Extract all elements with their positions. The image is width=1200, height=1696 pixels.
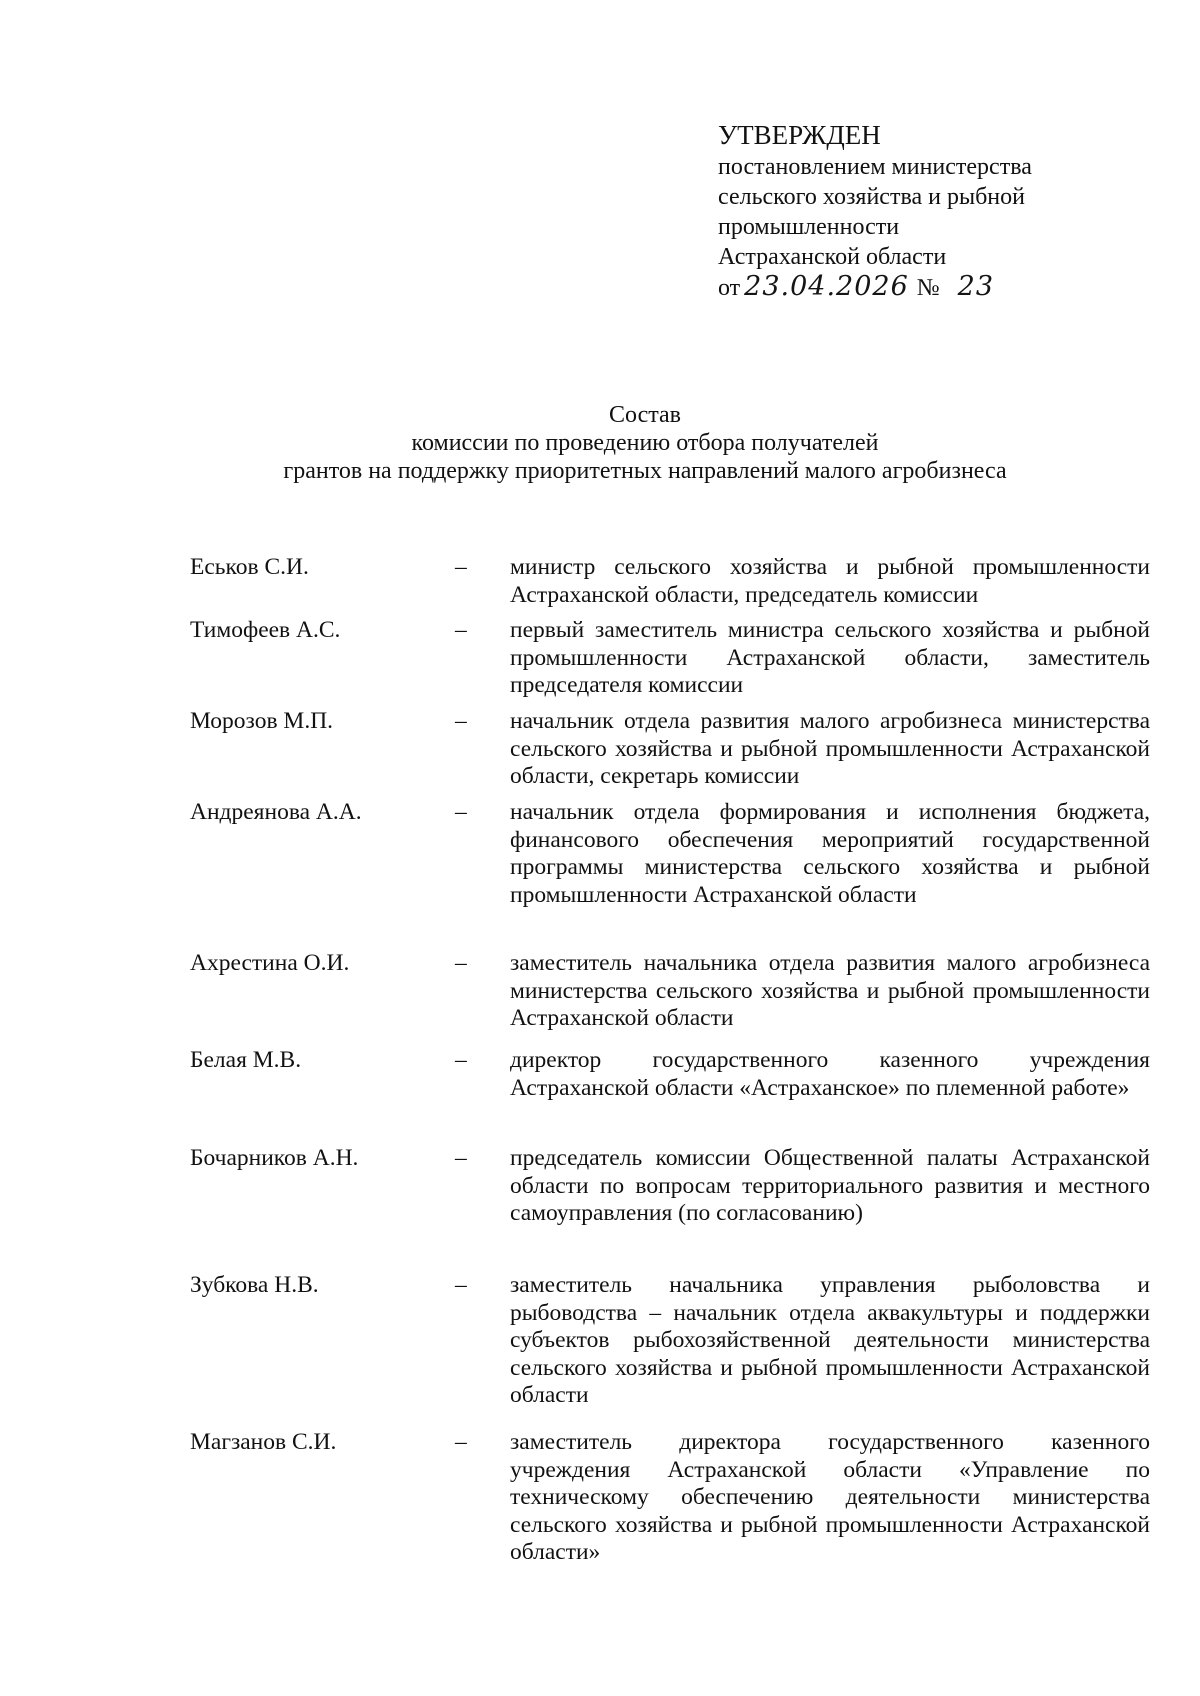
commission-members-list	[190, 554, 1170, 1567]
member-row	[190, 799, 1170, 950]
title-line: Состав	[608, 402, 682, 428]
member-name: Андреянова А.А.	[190, 799, 362, 825]
member-row	[190, 1145, 1170, 1272]
approval-line: постановлением министерства	[718, 154, 1032, 180]
handwritten-date: 23.04.2026	[744, 271, 909, 302]
member-description: председатель комиссии Общественной палаты Астраханской области по вопросам территориального развития и местного самоуправления (по согласованию)	[510, 1145, 1150, 1227]
member-dash: –	[455, 554, 467, 580]
member-name: Белая М.В.	[190, 1047, 302, 1073]
member-row	[190, 1272, 1170, 1429]
member-description: заместитель начальника управления рыболовства и рыбоводства – начальник отдела аквакультуры и поддержки субъектов рыбохозяйственной деятельности министерства сельского хозяйства и рыбной промышленности Астраханской области	[510, 1272, 1150, 1409]
member-description: первый заместитель министра сельского хозяйства и рыбной промышленности Астраханской области, заместитель председателя комиссии	[510, 617, 1150, 699]
approval-line: Астраханской области	[718, 244, 947, 270]
member-name: Еськов С.И.	[190, 554, 309, 580]
member-description: заместитель директора государственного казенного учреждения Астраханской области «Управление по техническому обеспечению деятельности министерства сельского хозяйства и рыбной промышленности Астраханской области»	[510, 1429, 1150, 1566]
approval-line: промышленности	[718, 214, 900, 240]
member-name: Ахрестина О.И.	[190, 950, 350, 976]
member-row	[190, 617, 1170, 708]
member-row	[190, 554, 1170, 617]
approval-date-line	[718, 272, 1032, 303]
date-prefix: от	[718, 275, 741, 301]
member-name: Зубкова Н.В.	[190, 1272, 319, 1298]
approval-line: сельского хозяйства и рыбной	[718, 184, 1025, 210]
member-description: начальник отдела развития малого агробизнеса министерства сельского хозяйства и рыбной промышленности Астраханской области, секретарь комиссии	[510, 708, 1150, 790]
member-dash: –	[455, 1429, 467, 1455]
member-description: заместитель начальника отдела развития малого агробизнеса министерства сельского хозяйства и рыбной промышленности Астраханской области	[510, 950, 1150, 1032]
member-dash: –	[455, 1047, 467, 1073]
member-dash: –	[455, 1145, 467, 1171]
member-description: начальник отдела формирования и исполнения бюджета, финансового обеспечения мероприятий государственной программы министерства сельского хозяйства и рыбной промышленности Астраханской области	[510, 799, 1150, 908]
member-dash: –	[455, 617, 467, 643]
member-dash: –	[455, 1272, 467, 1298]
member-row	[190, 708, 1170, 799]
member-dash: –	[455, 708, 467, 734]
member-name: Магзанов С.И.	[190, 1429, 337, 1455]
title-line: грантов на поддержку приоритетных направлений малого агробизнеса	[283, 458, 1007, 484]
member-name: Бочарников А.Н.	[190, 1145, 359, 1171]
member-row	[190, 1047, 1170, 1145]
member-row	[190, 1429, 1170, 1567]
member-dash: –	[455, 950, 467, 976]
number-label: №	[916, 275, 940, 301]
member-row	[190, 950, 1170, 1047]
member-dash: –	[455, 799, 467, 825]
member-description: директор государственного казенного учреждения Астраханской области «Астраханское» по племенной работе»	[510, 1047, 1150, 1101]
title-line: комиссии по проведению отбора получателей	[411, 430, 879, 456]
member-name: Тимофеев А.С.	[190, 617, 341, 643]
approval-title: УТВЕРЖДЕН	[718, 120, 881, 150]
approval-stamp	[718, 118, 1032, 303]
member-description: министр сельского хозяйства и рыбной промышленности Астраханской области, председатель комиссии	[510, 554, 1150, 608]
document-title	[0, 401, 1200, 485]
member-name: Морозов М.П.	[190, 708, 334, 734]
handwritten-number: 23	[957, 271, 995, 302]
